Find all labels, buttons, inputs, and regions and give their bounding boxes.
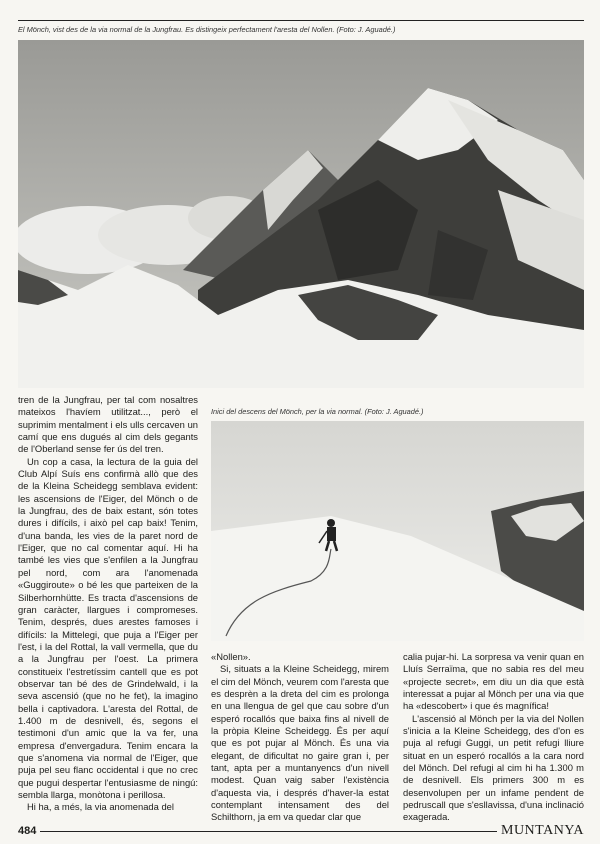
paragraph: tren de la Jungfrau, per tal com nosaltres mateixos l'havíem utilitzat..., però el suprimim mentalment i els ulls cercaven un camí que ens dugués al cim dels gegants de l'Oberland sense fer ús del tren. [18, 394, 198, 455]
bottom-photo-caption: Inici del descens del Mönch, per la via normal. (Foto: J. Aguadé.) [211, 407, 424, 416]
top-rule [18, 20, 584, 21]
text-column-1 [18, 394, 198, 814]
paragraph: «Nollen». [211, 651, 251, 662]
descent-photo [211, 421, 584, 641]
text-column-3 [403, 651, 584, 824]
paragraph: Si, situats a la Kleine Scheidegg, mirem el cim del Mönch, veurem com l'aresta que es desprèn a la dreta del cim es prolonga en una llengua de gel que cau sobre d'un esperó rocallós que baixa fins al nivell de la pròpia Kleine Scheidegg. És per aquí que es pot pujar al Mönch. És una via elegant, de dificultat no gaire gran i, per tant, apta per a muntanyencs d'un nivell modest. Quan vaig saber l'existència d'aquesta via, i després d'haver-la estat contemplant intensament des del Schilthorn, ja em va quedar clar que [211, 663, 389, 823]
page-number: 484 [18, 825, 40, 837]
monch-photo [18, 40, 584, 388]
text-column-2 [211, 651, 389, 824]
paragraph: L'ascensió al Mönch per la via del Nollen s'inicia a la Kleine Scheidegg, des d'on es puja al refugi Guggi, un petit refugi lliure situat en un esperó rocallós a la cara nord del Mönch. Del refugi al cim hi ha 1.300 m de desnivell. Els primers 300 m es desenvolupen per un infame pendent de pedruscall que s'esllavissa, d'una inclinació exagerada. [403, 712, 584, 823]
paragraph: calia pujar-hi. La sorpresa va venir quan en Lluís Serraïma, que no sabia res del meu «projecte secret», em diu un dia que està interessat a pujar al Mönch per una via que ha «descobert» i que és magnífica! [403, 651, 584, 712]
paragraph: Un cop a casa, la lectura de la guia del Club Alpí Suís ens confirmà allò que des de la Kleina Scheidegg semblava evident: les ascensions de l'Eiger, del Mönch o de la Jungfrau, des de baix estant, són totes dures i difícils, i això pel cap baix! Tenim, d'una banda, les vies de la paret nord de l'Eiger, que no cal comentar aquí. Hi ha també les vies que s'enfilen a la Jungfrau pel nord, com ara l'anomenada «Guggiroute» o bé les que parteixen de la Silberhornhütte. Es tracta d'ascensions de gran caràcter, llargues i compromeses. Tenim, després, dues arestes famoses i difícils: la Mittelegi, que puja a l'Eiger per l'est, i la del Rottal, la vall vermella, que du a la Jungfrau per l'oest. La primera constitueix l'estretíssim cantell que es pot observar tan bé des de Grindelwald, i la seva ascensió (que no he fet), la imagino bella i captivadora. L'aresta del Rottal, de 1.400 m de desnivell, és, segons el testimoni d'un amic que la va fer, una empresa d'envergadura. Tenim encara la que s'anomena via normal de l'Eiger, que puja pel seu flanc occidental i que no crec que pugui despertar l'entusiasme de ningú: sembla llarga, monòtona i perillosa. [18, 455, 198, 800]
magazine-title: MUNTANYA [497, 823, 584, 839]
paragraph: Hi ha, a més, la via anomenada del [27, 801, 174, 813]
top-photo-caption: El Mönch, vist des de la via normal de la Jungfrau. Es distingeix perfectament l'aresta del Nollen. (Foto: J. Aguadé.) [18, 25, 396, 34]
